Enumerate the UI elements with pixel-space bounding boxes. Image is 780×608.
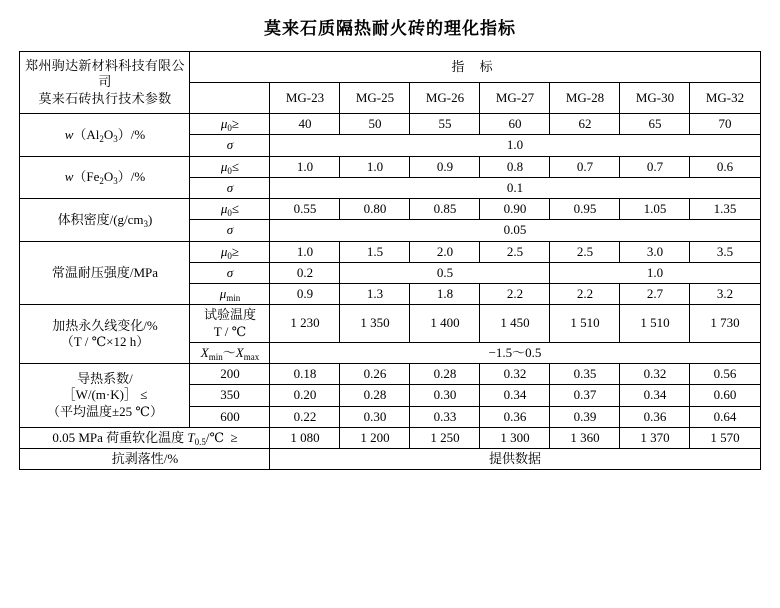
cell-soften-mg23: 1 080 <box>270 427 340 448</box>
cell-al2o3-mg30: 65 <box>620 114 690 135</box>
cell-cond600-mg27: 0.36 <box>480 406 550 427</box>
cell-cond350-mg28: 0.37 <box>550 385 620 406</box>
cell-strength-min-mg27: 2.2 <box>480 284 550 305</box>
cell-density-mg26: 0.85 <box>410 199 480 220</box>
cell-cond350-mg23: 0.20 <box>270 385 340 406</box>
indicator-header-cell: 指 标 <box>190 52 760 83</box>
heat-change-line-2: （T / ℃×12 h） <box>60 334 150 350</box>
page-title: 莫来石质隔热耐火砖的理化指标 <box>264 19 516 39</box>
cell-cond600-mg32: 0.64 <box>690 406 760 427</box>
grade-header-mg26: MG-26 <box>410 83 480 114</box>
cell-al2o3-mg27: 60 <box>480 114 550 135</box>
cell-heat-mg25: 1 350 <box>340 305 410 343</box>
table-row <box>20 305 760 343</box>
grade-header-blank <box>190 83 270 114</box>
cell-heat-mg26: 1 400 <box>410 305 480 343</box>
conductivity-line-3: （平均温度±25 ℃） <box>47 403 163 419</box>
sym-sigma: σ <box>190 220 270 241</box>
cell-strength-min-mg30: 2.7 <box>620 284 690 305</box>
cell-heat-mg27: 1 450 <box>480 305 550 343</box>
cell-fe2o3-mg30: 0.7 <box>620 156 690 177</box>
cell-al2o3-mg25: 50 <box>340 114 410 135</box>
sym-sigma: σ <box>190 262 270 283</box>
cell-strength-sigma-3: 1.0 <box>550 262 760 283</box>
sym-mu0-ge: $\mu_0\ge$ <box>190 114 270 135</box>
cell-soften-mg25: 1 200 <box>340 427 410 448</box>
cell-density-sigma-merged: 0.05 <box>270 220 760 241</box>
cell-soften-mg26: 1 250 <box>410 427 480 448</box>
grade-header-mg30: MG-30 <box>620 83 690 114</box>
cell-cond600-mg23: 0.22 <box>270 406 340 427</box>
row-label-softening: 0.05 MPa 荷重软化温度 $T_{0.5}/℃$ ≥ <box>20 427 270 448</box>
cell-density-mg25: 0.80 <box>340 199 410 220</box>
cell-density-mg32: 1.35 <box>690 199 760 220</box>
cell-cond600-mg30: 0.36 <box>620 406 690 427</box>
cell-fe2o3-mg23: 1.0 <box>270 156 340 177</box>
cell-strength-mg23: 1.0 <box>270 241 340 262</box>
cell-al2o3-mg32: 70 <box>690 114 760 135</box>
conductivity-line-1: 导热系数/ <box>77 371 133 386</box>
cell-spalling-merged: 提供数据 <box>270 449 760 470</box>
cell-cond200-mg25: 0.26 <box>340 364 410 385</box>
sym-temp-600: 600 <box>190 406 270 427</box>
company-header-cell <box>20 52 190 114</box>
table-row <box>20 199 760 220</box>
cell-strength-mg30: 3.0 <box>620 241 690 262</box>
cell-cond600-mg28: 0.39 <box>550 406 620 427</box>
grade-header-mg27: MG-27 <box>480 83 550 114</box>
grade-header-mg32: MG-32 <box>690 83 760 114</box>
table-header-row-1 <box>20 52 760 83</box>
cell-al2o3-sigma-merged: 1.0 <box>270 135 760 156</box>
table-row <box>20 114 760 135</box>
cell-heat-mg30: 1 510 <box>620 305 690 343</box>
row-label-spalling: 抗剥落性/% <box>20 449 270 470</box>
cell-cond600-mg26: 0.33 <box>410 406 480 427</box>
sym-temp-350: 350 <box>190 385 270 406</box>
cell-al2o3-mg23: 40 <box>270 114 340 135</box>
sym-temp-200: 200 <box>190 364 270 385</box>
cell-fe2o3-mg32: 0.6 <box>690 156 760 177</box>
cell-strength-min-mg25: 1.3 <box>340 284 410 305</box>
cell-soften-mg30: 1 370 <box>620 427 690 448</box>
spec-table <box>19 51 760 470</box>
cell-cond350-mg30: 0.34 <box>620 385 690 406</box>
table-row <box>20 364 760 385</box>
row-label-density: 体积密度$/(g/cm_3)$ <box>20 199 190 242</box>
cell-strength-sigma-2: 0.5 <box>340 262 550 283</box>
sym-x-range: $X_{min}\sim X_{max}$ <box>190 342 270 363</box>
test-temp-line-1: 试验温度 <box>203 307 256 323</box>
cell-heat-mg32: 1 730 <box>690 305 760 343</box>
cell-density-mg27: 0.90 <box>480 199 550 220</box>
cell-density-mg28: 0.95 <box>550 199 620 220</box>
cell-cond350-mg25: 0.28 <box>340 385 410 406</box>
sym-mu-min: $\mu_{min}$ <box>190 284 270 305</box>
cell-cond200-mg32: 0.56 <box>690 364 760 385</box>
cell-soften-mg27: 1 300 <box>480 427 550 448</box>
table-row <box>20 427 760 448</box>
cell-cond200-mg30: 0.32 <box>620 364 690 385</box>
grade-header-mg28: MG-28 <box>550 83 620 114</box>
cell-fe2o3-sigma-merged: 0.1 <box>270 177 760 198</box>
table-row <box>20 241 760 262</box>
cell-cond600-mg25: 0.30 <box>340 406 410 427</box>
grade-header-mg23: MG-23 <box>270 83 340 114</box>
cell-heat-mg23: 1 230 <box>270 305 340 343</box>
sym-mu0-le: $\mu_0\le$ <box>190 156 270 177</box>
row-label-al2o3: $w(Al_2O_3)/\%$ <box>20 114 190 157</box>
cell-cond350-mg32: 0.60 <box>690 385 760 406</box>
cell-soften-mg28: 1 360 <box>550 427 620 448</box>
cell-density-mg30: 1.05 <box>620 199 690 220</box>
sym-mu0-le: $\mu_0\le$ <box>190 199 270 220</box>
sym-sigma: σ <box>190 177 270 198</box>
row-label-strength: 常温耐压强度/MPa <box>20 241 190 305</box>
grade-header-mg25: MG-25 <box>340 83 410 114</box>
cell-soften-mg32: 1 570 <box>690 427 760 448</box>
row-label-fe2o3: $w(Fe_2O_3)/\%$ <box>20 156 190 199</box>
company-line-1: 郑州驹达新材料科技有限公司 <box>25 58 185 90</box>
cell-cond350-mg27: 0.34 <box>480 385 550 406</box>
row-label-conductivity <box>20 364 190 428</box>
row-label-heat-change <box>20 305 190 364</box>
cell-strength-mg25: 1.5 <box>340 241 410 262</box>
cell-strength-min-mg26: 1.8 <box>410 284 480 305</box>
heat-change-line-1: 加热永久线变化/% <box>52 317 158 333</box>
cell-strength-min-mg28: 2.2 <box>550 284 620 305</box>
cell-strength-mg28: 2.5 <box>550 241 620 262</box>
test-temp-line-2: T / ℃ <box>213 323 247 339</box>
cell-al2o3-mg28: 62 <box>550 114 620 135</box>
cell-cond200-mg23: 0.18 <box>270 364 340 385</box>
cell-strength-mg27: 2.5 <box>480 241 550 262</box>
cell-heat-range-merged: −1.5～0.5 <box>270 342 760 363</box>
cell-fe2o3-mg26: 0.9 <box>410 156 480 177</box>
sym-test-temp <box>190 305 270 343</box>
sym-mu0-ge: $\mu_0\ge$ <box>190 241 270 262</box>
company-line-2: 莫来石砖执行技术参数 <box>38 90 172 106</box>
cell-density-mg23: 0.55 <box>270 199 340 220</box>
cell-al2o3-mg26: 55 <box>410 114 480 135</box>
cell-fe2o3-mg25: 1.0 <box>340 156 410 177</box>
table-row <box>20 449 760 470</box>
cell-cond200-mg26: 0.28 <box>410 364 480 385</box>
cell-cond200-mg27: 0.32 <box>480 364 550 385</box>
cell-fe2o3-mg27: 0.8 <box>480 156 550 177</box>
cell-strength-mg32: 3.5 <box>690 241 760 262</box>
cell-strength-mg26: 2.0 <box>410 241 480 262</box>
cell-cond350-mg26: 0.30 <box>410 385 480 406</box>
cell-fe2o3-mg28: 0.7 <box>550 156 620 177</box>
cell-cond200-mg28: 0.35 <box>550 364 620 385</box>
table-row <box>20 156 760 177</box>
sym-sigma: σ <box>190 135 270 156</box>
conductivity-line-2: ［W/(m·K)］ ≤ <box>62 387 148 403</box>
cell-strength-min-mg32: 3.2 <box>690 284 760 305</box>
cell-strength-sigma-1: 0.2 <box>270 262 340 283</box>
cell-heat-mg28: 1 510 <box>550 305 620 343</box>
cell-strength-min-mg23: 0.9 <box>270 284 340 305</box>
